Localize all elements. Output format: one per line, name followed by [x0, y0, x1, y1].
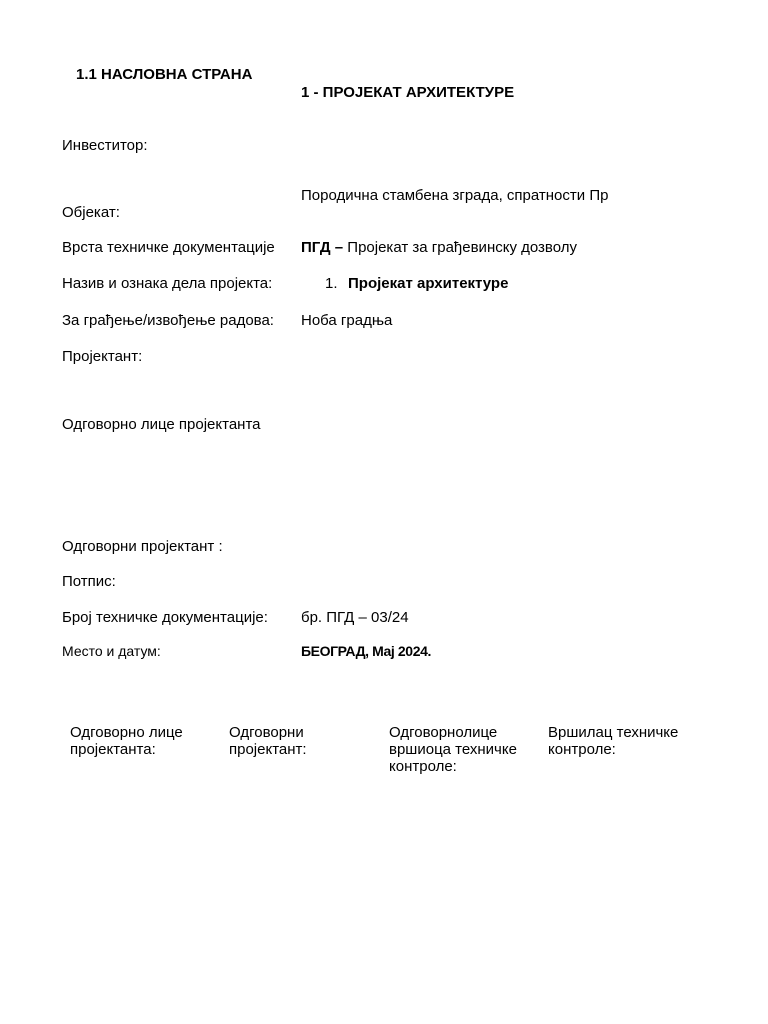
doc-type-label: Врста техничке документације	[62, 239, 275, 256]
part-label: Назив и ознака дела пројекта:	[62, 275, 273, 292]
part-value: Пројекат архитектуре	[348, 275, 509, 292]
doc-number-label: Број техничке документације:	[62, 609, 268, 626]
place-date-label: Место и датум:	[62, 643, 161, 659]
doc-type-value	[301, 239, 577, 256]
section-heading: 1.1 НАСЛОВНА СТРАНА	[76, 66, 253, 83]
part-number: 1.	[325, 275, 338, 292]
signature-block-responsible-designer: Одговорни пројектант:	[229, 724, 307, 758]
doc-type-abbr: ПГД –	[301, 239, 344, 256]
responsible-person-label: Одговорно лице пројектанта	[62, 416, 261, 433]
object-value: Породична стамбена зграда, спратности Пр	[301, 187, 609, 204]
document-title: 1 - ПРОЈЕКАТ АРХИТЕКТУРЕ	[301, 84, 515, 101]
responsible-designer-label: Одговорни пројектант :	[62, 538, 223, 555]
works-label: За грађење/извођење радова:	[62, 312, 274, 329]
place-date-value: БЕОГРАД, Мај 2024.	[301, 643, 431, 659]
signature-block-control-responsible: Одговорнолице вршиоца техничке контроле:	[389, 724, 517, 775]
designer-label: Пројектант:	[62, 348, 143, 365]
signature-block-technical-controller: Вршилац техничке контроле:	[548, 724, 679, 758]
doc-number-value: бр. ПГД – 03/24	[301, 609, 409, 626]
signature-block-responsible-person: Одговорно лице пројектанта:	[70, 724, 183, 758]
doc-type-text: Пројекат за грађевинску дозволу	[347, 239, 577, 256]
works-value: Ноба градња	[301, 312, 393, 329]
signature-label: Потпис:	[62, 573, 116, 590]
investor-label: Инвеститор:	[62, 137, 148, 154]
object-label: Објекат:	[62, 204, 120, 221]
